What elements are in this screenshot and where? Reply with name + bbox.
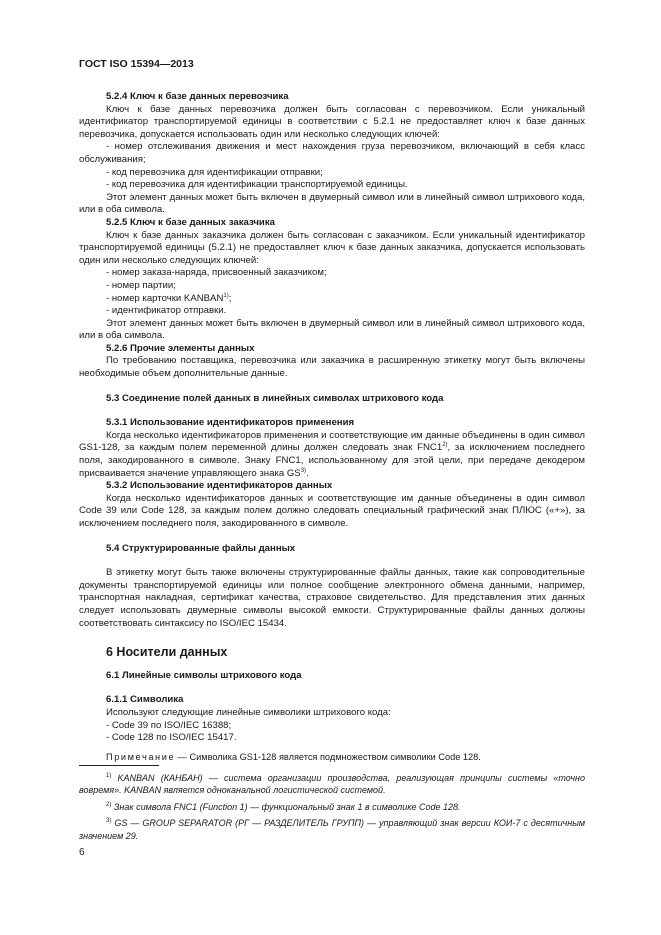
heading-5-3: 5.3 Соединение полей данных в линейных символах штрихового кода <box>106 392 444 404</box>
note-label: Примечание <box>106 751 176 762</box>
footnote-ref: 2) <box>442 442 448 449</box>
heading-5-2-6: 5.2.6 Прочие элементы данных <box>106 342 255 354</box>
paragraph: По требованию поставщика, перевозчика или заказчика в расширенную этикетку могут быть включены необходимые объем дополнительные данные. <box>79 355 585 380</box>
footnote-text: Знак символа FNC1 (Function 1) — функциональный знак 1 в символике Code 128. <box>111 801 461 812</box>
list-item: - номер заказа-наряда, присвоенный заказчиком; <box>106 267 327 279</box>
footnote <box>79 817 585 842</box>
list-item <box>79 293 585 306</box>
heading-5-3-1: 5.3.1 Использование идентификаторов применения <box>106 417 355 429</box>
paragraph: Используют следующие линейные символики штрихового кода: <box>106 706 391 718</box>
list-item: - код перевозчика для идентификации отправки; <box>106 166 323 178</box>
paragraph: Этот элемент данных может быть включен в двумерный символ или в линейный символ штрихового кода, или в оба символа. <box>79 191 585 216</box>
footnote-ref: 3) <box>300 467 307 474</box>
footnote-text: KANBAN (КАНБАН) — система организации производства, реализующая принципы системы «точно вовремя». KANBAN является одноканальной логистической системой. <box>79 773 585 796</box>
footnote-mark: 1) <box>106 773 112 779</box>
heading-5-3-2: 5.3.2 Использование идентификаторов данных <box>106 480 333 492</box>
footnotes <box>79 772 585 846</box>
paragraph: Когда несколько идентификаторов данных и соответствующие им данные объединены в один символ Code 39 или Code 128, за каждым полем должно следовать специальный графический знак ПЛЮС («+»), за исключением последнего поля, закодированного в символе. <box>79 492 585 529</box>
note <box>79 751 585 764</box>
footnote-mark: 2) <box>106 801 112 808</box>
list-item-text: - номер карточки KANBAN <box>106 292 224 304</box>
page-header: ГОСТ ISO 15394—2013 <box>79 58 194 70</box>
footnote-ref: 1) <box>223 292 229 299</box>
heading-6-1-1: 6.1.1 Символика <box>106 694 184 706</box>
list-item: - номер отслеживания движения и мест нахождения груза перевозчиком, включающий в себя класс обслуживания; <box>79 141 585 165</box>
paragraph-text: , за исключением последнего поля, закодированного в символе. Знаку FNC1, использованному для этой цели, при передаче декодером присваивается значение управляющего знака GS <box>79 442 585 479</box>
heading-5-4: 5.4 Структурированные файлы данных <box>106 542 296 554</box>
heading-5-2-5: 5.2.5 Ключ к базе данных заказчика <box>106 216 275 228</box>
footnote-mark: 3) <box>106 818 112 825</box>
paragraph: В этикетку могут быть также включены структурированные файлы данных, такие как сопроводительные документы транспортируемой единицы или полное сообщение электронного обмена данными, например, транспортная накладная, сертификат качества, страховое свидетельство. Для представления этих данных следует использовать двумерные символы высокой емкости. Структурированные файлы данных должны соответствовать синтаксису по ISO/IEC 15434. <box>79 567 585 629</box>
list-item: - код перевозчика для идентификации транспортируемой единицы. <box>106 179 408 191</box>
paragraph: Этот элемент данных может быть включен в двумерный символ или в линейный символ штрихового кода, или в оба символа. <box>79 317 585 342</box>
page-number: 6 <box>79 847 85 858</box>
list-item: - Code 39 по ISO/IEC 16388; <box>106 719 232 731</box>
footnote-text: GS — GROUP SEPARATOR (РГ — РАЗДЕЛИТЕЛЬ ГРУПП) — управляющий знак версии КОИ-7 с десятичным значением 29. <box>79 818 585 841</box>
heading-5-2-4: 5.2.4 Ключ к базе данных перевозчика <box>106 91 289 102</box>
footnote-separator <box>79 765 159 766</box>
heading-6: 6 Носители данных <box>106 645 228 660</box>
list-item: - Code 128 по ISO/IEC 15417. <box>106 732 237 744</box>
page-body <box>79 91 585 763</box>
note-text: — Символика GS1-128 является подмножеством символики Code 128. <box>175 751 481 762</box>
list-item: - номер партии; <box>106 279 176 291</box>
list-item-end: ; <box>228 292 232 304</box>
paragraph <box>79 430 585 480</box>
paragraph-text: Когда несколько идентификаторов применения и соответствующие им данные объединены в один символ GS1-128, за каждым полем переменной длины должен следовать знак FNC1 <box>79 429 585 454</box>
heading-6-1: 6.1 Линейные символы штрихового кода <box>106 669 302 681</box>
footnote <box>79 801 585 813</box>
paragraph: Ключ к базе данных перевозчика должен быть согласован с перевозчиком. Если уникальный идентификатор транспортируемой единицы в соответствии с 5.2.1 не предоставляет ключ к базе данных перевозчика, допускается использовать один или несколько следующих ключей: <box>79 103 585 140</box>
paragraph-text: . <box>306 467 309 479</box>
footnote <box>79 772 585 797</box>
paragraph: Ключ к базе данных заказчика должен быть согласован с заказчиком. Если уникальный идентификатор транспортируемой единицы (5.2.1) не предоставляет ключ к базе данных заказчика, допускается использовать один или несколько следующих ключей: <box>79 229 585 266</box>
list-item: - идентификатор отправки. <box>106 305 227 317</box>
